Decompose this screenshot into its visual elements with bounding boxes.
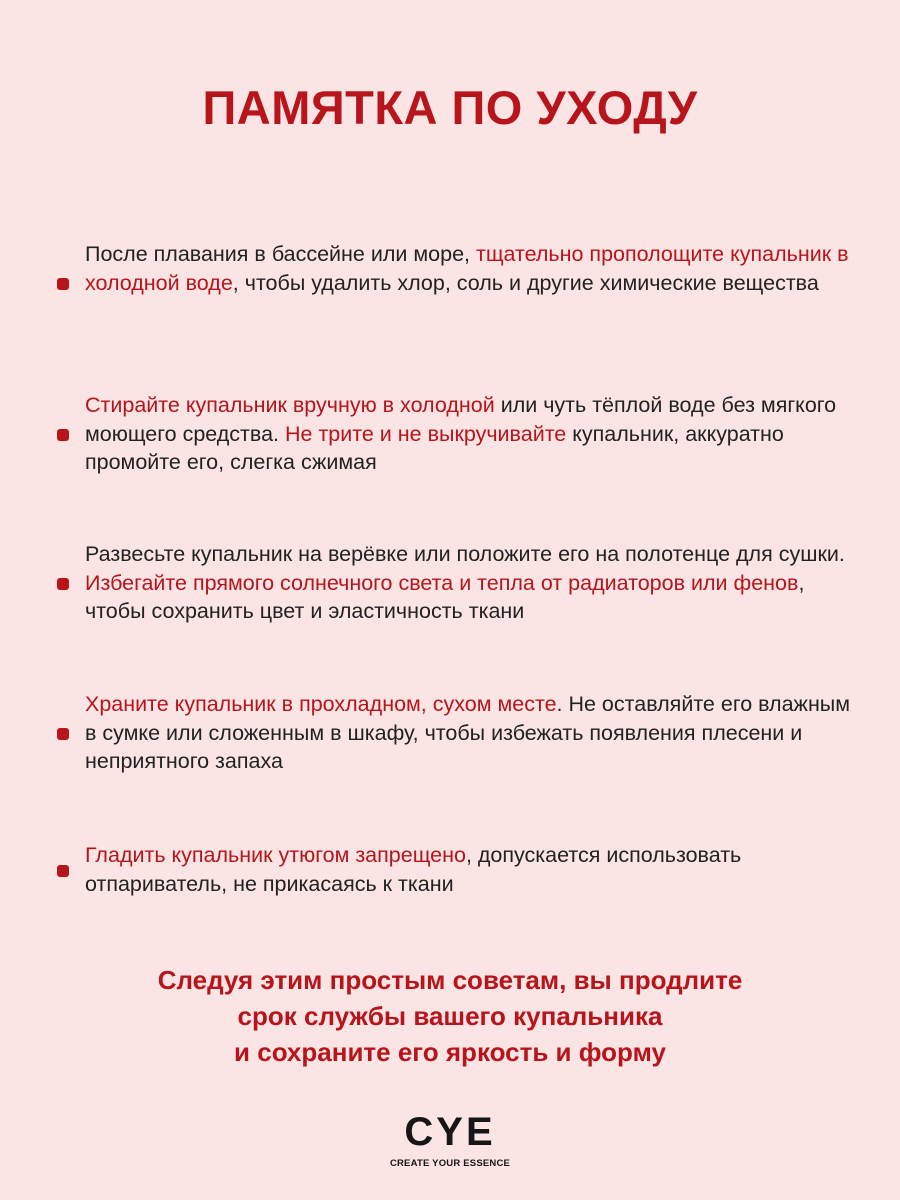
tip-text-segment: , чтобы удалить хлор, соль и другие химические вещества [232, 270, 819, 295]
tip-text [85, 690, 865, 776]
tip-item [0, 540, 900, 660]
tip-text-segment: . Не оставляйте его влажным в сумке или сложенным в шкафу, чтобы избежать появления плесени и неприятного запаха [85, 692, 851, 773]
tip-item [0, 690, 900, 810]
bullet-icon [57, 429, 69, 441]
tip-text [85, 841, 865, 898]
logo-tagline: CREATE YOUR ESSENCE [389, 1158, 511, 1169]
page-title: ПАМЯТКА ПО УХОДУ [202, 81, 698, 134]
closing-line: Следуя этим простым советам, вы продлите [157, 965, 743, 995]
tip-text-segment: Развесьте купальник на верёвке или положите его на полотенце для сушки. [85, 542, 845, 566]
bullet-icon [57, 728, 69, 740]
tip-text [85, 240, 865, 297]
tip-text-highlight: Храните купальник в прохладном, сухом месте [85, 692, 557, 716]
tip-text-segment: После плавания в бассейне или море, [85, 242, 476, 266]
tip-text [85, 540, 865, 626]
tip-text-segment: , допускается использовать отпариватель, не прикасаясь к ткани [85, 843, 742, 896]
brand-logo [0, 1108, 900, 1169]
tip-item [0, 841, 900, 961]
tip-text-highlight: тщательно прополощите купальник в холодной воде [85, 242, 849, 295]
tip-text-highlight: Гладить купальник утюгом запрещено [85, 843, 466, 867]
bullet-icon [57, 278, 69, 290]
tip-item [0, 391, 900, 511]
bullet-icon [57, 865, 69, 877]
closing-message [0, 962, 900, 1070]
tip-text-highlight: Стирайте купальник вручную в холодной [85, 393, 495, 417]
closing-line: и сохраните его яркость и форму [234, 1037, 666, 1067]
tip-text-segment: , чтобы сохранить цвет и эластичность ткани [85, 570, 805, 623]
closing-line: срок службы вашего купальника [237, 1001, 663, 1031]
tip-text-segment: или чуть тёплой воде без мягкого моющего средства. [85, 393, 837, 446]
tip-item [0, 240, 900, 360]
tip-text-highlight: Не трите и не выкручивайте [285, 421, 567, 446]
logo-mark: CYE [404, 1110, 496, 1154]
bullet-icon [57, 578, 69, 590]
tip-text [85, 391, 865, 477]
tip-text-highlight: Избегайте прямого солнечного света и тепла от радиаторов или фенов [85, 570, 799, 595]
tip-text-segment: купальник, аккуратно промойте его, слегка сжимая [85, 421, 784, 474]
